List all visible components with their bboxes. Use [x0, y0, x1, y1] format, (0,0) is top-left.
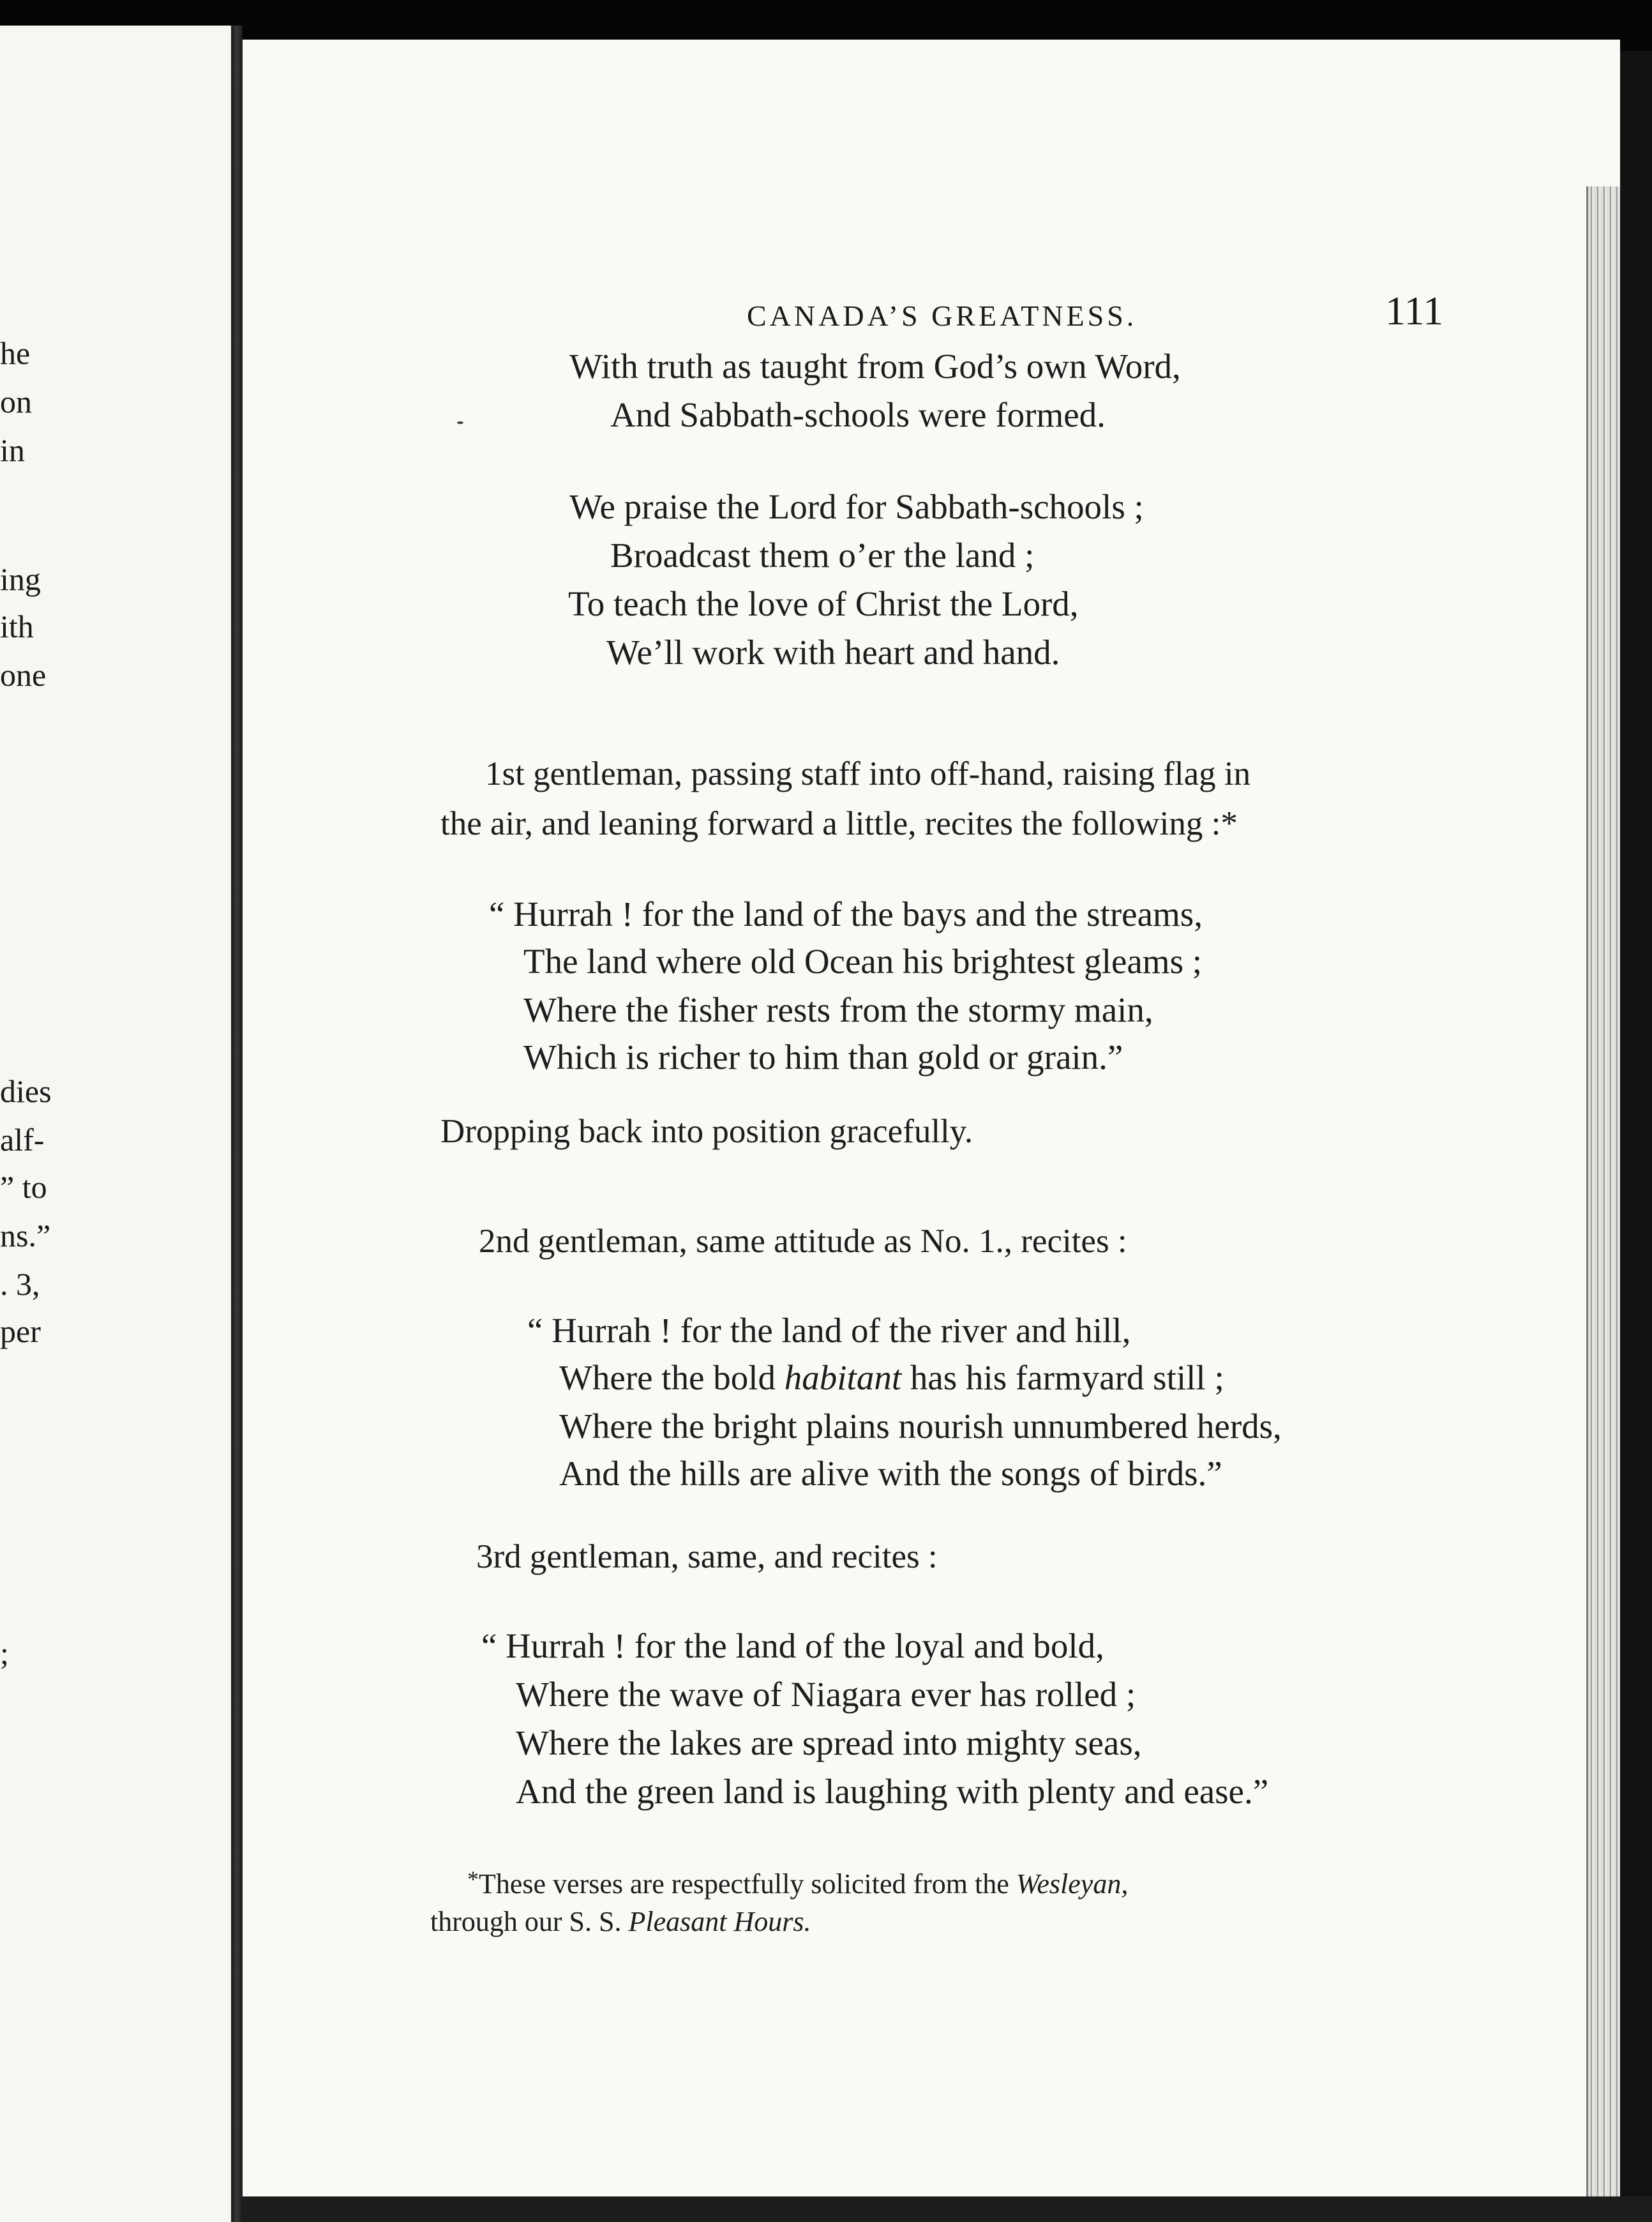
verse-line: With truth as taught from God’s own Word,: [569, 347, 1181, 386]
left-page-fragment: . 3,: [0, 1266, 40, 1302]
left-page-fragment: dies: [0, 1073, 52, 1109]
verse-text: has his farmyard still ;: [901, 1358, 1224, 1397]
stacked-page-edges: [1586, 186, 1620, 2222]
scan-bottom-border: [243, 2196, 1652, 2222]
left-page-fragment: ” to: [0, 1169, 47, 1205]
footnote-line: [430, 1905, 811, 1938]
footnote-text: through our S. S.: [430, 1906, 629, 1937]
stage-direction-line: the air, and leaning forward a little, recites the following :*: [440, 805, 1238, 842]
left-facing-page: [0, 26, 235, 2222]
left-page-fragment: per: [0, 1313, 41, 1349]
italic-word: habitant: [784, 1358, 902, 1397]
recited-verse-line: Which is richer to him than gold or grain.”: [523, 1038, 1123, 1077]
right-page: [243, 40, 1620, 2222]
recited-verse-line: “ Hurrah ! for the land of the loyal and bold,: [481, 1626, 1104, 1665]
stage-direction-line: Dropping back into position gracefully.: [440, 1113, 973, 1150]
running-title: CANADA’S GREATNESS.: [747, 299, 1138, 332]
recited-verse-line: And the green land is laughing with plenty and ease.”: [516, 1772, 1269, 1811]
recited-verse-line: Where the lakes are spread into mighty seas,: [516, 1723, 1142, 1762]
recited-verse-line: Where the fisher rests from the stormy main,: [523, 990, 1153, 1029]
stage-direction-line: 1st gentleman, passing staff into off-hand, raising flag in: [485, 755, 1251, 792]
verse-line: We’ll work with heart and hand.: [606, 633, 1060, 672]
footnote-italic: Wesleyan,: [1016, 1868, 1129, 1900]
left-page-fragment: he: [0, 335, 31, 371]
footnote-italic: Pleasant Hours.: [628, 1906, 811, 1937]
recited-verse-line: [559, 1357, 1224, 1398]
page-number: 111: [1385, 288, 1444, 333]
footnote-text: These verses are respectfully solicited from the: [479, 1868, 1016, 1900]
recited-verse-line: The land where old Ocean his brightest gleams ;: [523, 942, 1203, 981]
recited-verse-line: “ Hurrah ! for the land of the bays and the streams,: [489, 895, 1203, 933]
verse-line: Broadcast them o’er the land ;: [610, 536, 1035, 575]
left-page-fragment: one: [0, 657, 47, 693]
footnote-line: [467, 1866, 1128, 1900]
verse-text: Where the bold: [559, 1358, 785, 1397]
stage-direction-line: 2nd gentleman, same attitude as No. 1., recites :: [479, 1223, 1127, 1260]
scan-speck: [457, 421, 463, 424]
book-gutter: [231, 26, 243, 2222]
stage-direction-line: 3rd gentleman, same, and recites :: [476, 1538, 938, 1575]
left-page-fragment: in: [0, 432, 25, 468]
left-page-fragment: ns.”: [0, 1218, 51, 1253]
left-page-fragment: alf-: [0, 1122, 45, 1158]
left-page-fragment: on: [0, 384, 32, 419]
page-header: [243, 287, 1620, 351]
left-page-fragment: ing: [0, 561, 41, 597]
recited-verse-line: Where the wave of Niagara ever has rolled ;: [516, 1675, 1136, 1714]
left-page-fragment: ith: [0, 608, 34, 644]
recited-verse-line: Where the bright plains nourish unnumbered herds,: [559, 1407, 1282, 1446]
footnote-mark: *: [467, 1866, 479, 1892]
verse-line: And Sabbath-schools were formed.: [610, 395, 1106, 434]
recited-verse-line: And the hills are alive with the songs of birds.”: [559, 1454, 1222, 1493]
verse-line: To teach the love of Christ the Lord,: [568, 584, 1079, 623]
recited-verse-line: “ Hurrah ! for the land of the river and hill,: [527, 1311, 1131, 1350]
left-page-fragment: ;: [0, 1635, 9, 1671]
verse-line: We praise the Lord for Sabbath-schools ;: [569, 487, 1144, 526]
